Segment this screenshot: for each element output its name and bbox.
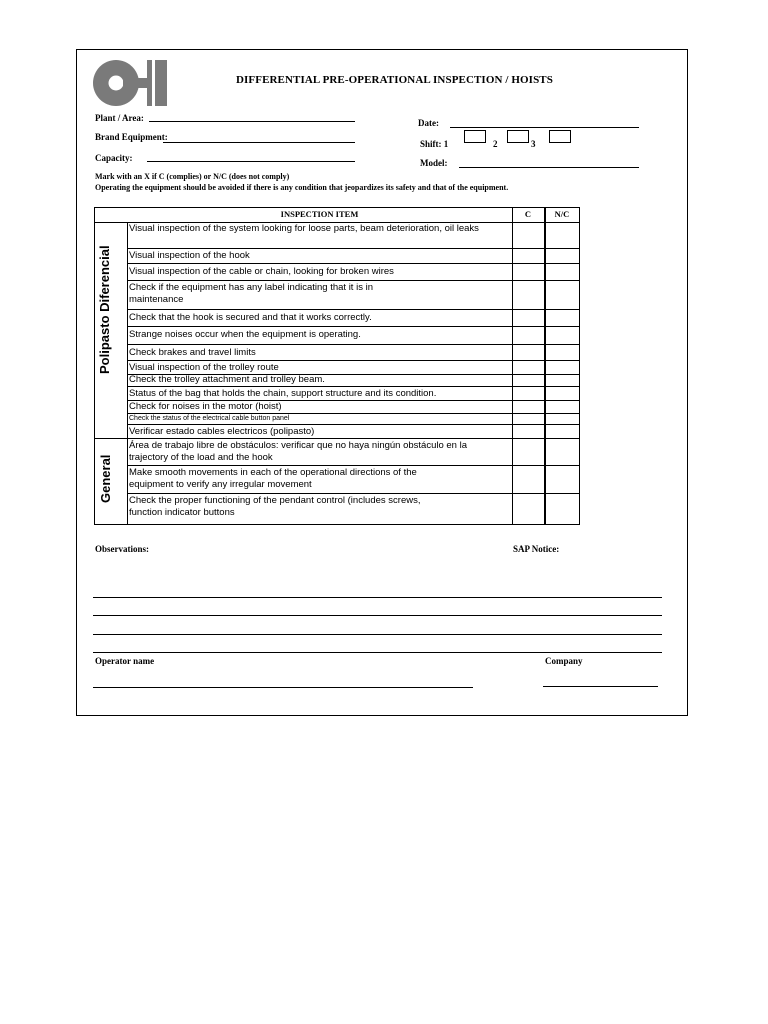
inspection-form [76, 49, 688, 716]
shift-3-label: 3 [531, 139, 536, 149]
company-logo [92, 59, 168, 107]
nc-header: N/C [554, 209, 570, 219]
observations-line-3[interactable] [93, 634, 662, 635]
sap-notice-label: SAP Notice: [513, 544, 560, 554]
inspection-row-6: Strange noises occur when the equipment is operating. [129, 329, 361, 340]
inspection-row-4: Check if the equipment has any label indicating that it is in maintenance [129, 282, 373, 305]
observations-label: Observations: [95, 544, 149, 554]
company-field[interactable] [543, 686, 658, 687]
inspection-row-15: Make smooth movements in each of the operational directions of the equipment to verify any irregular movement [129, 467, 417, 490]
shift-1-checkbox[interactable] [464, 130, 486, 143]
inspection-row-14: Área de trabajo libre de obstáculos: verificar que no haya ningún obstáculo en la trajectory of the load and the hook [129, 440, 467, 463]
shift-label: Shift: 1 [420, 139, 449, 149]
operator-name-field[interactable] [93, 687, 473, 688]
observations-line-2[interactable] [93, 615, 662, 616]
safety-note: Operating the equipment should be avoided if there is any condition that jeopardizes its safety and that of the equipment. [95, 183, 509, 192]
observations-line-4[interactable] [93, 652, 662, 653]
inspection-row-13: Verificar estado cables electricos (polipasto) [129, 426, 315, 437]
inspection-row-12: Check the status of the electrical cable button panel [129, 415, 290, 422]
brand-equipment-field[interactable] [163, 142, 355, 143]
inspection-item-header: INSPECTION ITEM [280, 209, 359, 219]
date-label: Date: [418, 118, 439, 128]
plant-area-field[interactable] [149, 121, 355, 122]
shift-2-label: 2 [493, 139, 498, 149]
inspection-row-5: Check that the hook is secured and that it works correctly. [129, 312, 372, 323]
c-header: C [524, 209, 532, 219]
inspection-row-7: Check brakes and travel limits [129, 347, 256, 358]
section-label-general: General [98, 454, 113, 503]
inspection-row-1: Visual inspection of the system looking for loose parts, beam deterioration, oil leaks [129, 223, 479, 234]
model-label: Model: [420, 158, 448, 168]
instruction-note: Mark with an X if C (complies) or N/C (does not comply) [95, 172, 290, 181]
inspection-row-9: Check the trolley attachment and trolley beam. [129, 374, 325, 385]
inspection-row-2: Visual inspection of the hook [129, 250, 250, 261]
observations-line-1[interactable] [93, 597, 662, 598]
brand-equipment-label: Brand Equipment: [95, 132, 168, 142]
capacity-label: Capacity: [95, 153, 133, 163]
operator-name-label: Operator name [95, 656, 155, 666]
inspection-row-16: Check the proper functioning of the pendant control (includes screws, function indicator buttons [129, 495, 421, 518]
form-title: DIFFERENTIAL PRE-OPERATIONAL INSPECTION / HOISTS [236, 74, 553, 86]
inspection-row-10: Status of the bag that holds the chain, support structure and its condition. [129, 388, 437, 399]
company-label: Company [545, 656, 583, 666]
shift-2-checkbox[interactable] [507, 130, 529, 143]
inspection-table [94, 207, 580, 525]
section-label-polipasto: Polipasto Diferencial [97, 245, 112, 374]
shift-3-checkbox[interactable] [549, 130, 571, 143]
capacity-field[interactable] [147, 161, 355, 162]
plant-area-label: Plant / Area: [95, 113, 144, 123]
inspection-row-11: Check for noises in the motor (hoist) [129, 401, 282, 412]
inspection-row-3: Visual inspection of the cable or chain, looking for broken wires [129, 266, 394, 277]
date-field[interactable] [450, 127, 639, 128]
inspection-row-8: Visual inspection of the trolley route [129, 362, 279, 373]
model-field[interactable] [459, 167, 639, 168]
